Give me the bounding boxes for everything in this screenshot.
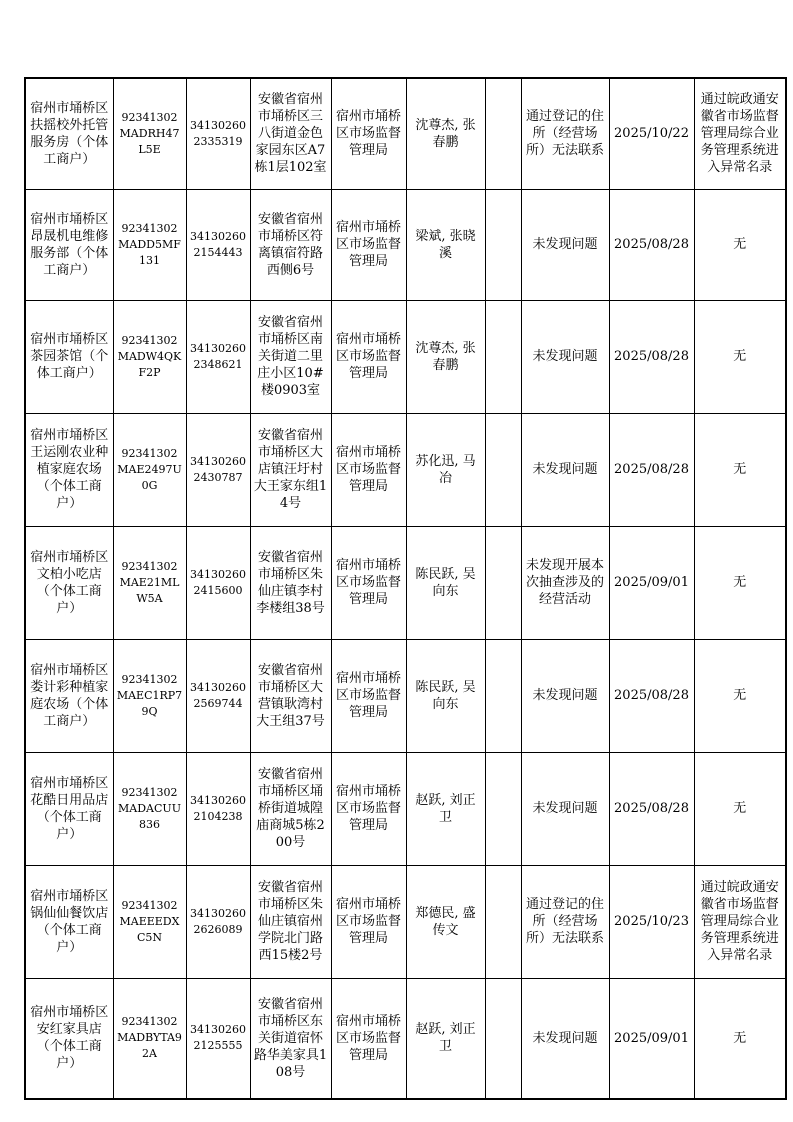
table-cell: 苏化迅, 马冶	[406, 413, 485, 526]
table-cell: 92341302MAEC1RP79Q	[113, 639, 186, 752]
table-cell: 安徽省宿州市埇桥区大店镇汪圩村大王家东组14号	[250, 413, 331, 526]
table-cell: 郑德民, 盛传文	[406, 865, 485, 978]
table-row	[25, 639, 786, 752]
table-row	[25, 865, 786, 978]
table-cell: 赵跃, 刘正卫	[406, 978, 485, 1099]
table-cell	[485, 413, 521, 526]
table-row	[25, 978, 786, 1099]
table-cell: 341302602104238	[186, 752, 250, 865]
table-cell: 通过登记的住所（经营场所）无法联系	[521, 865, 609, 978]
table-cell: 宿州市埇桥区文柏小吃店（个体工商户）	[25, 526, 113, 639]
table-cell: 92341302MADRH47L5E	[113, 78, 186, 189]
table-cell	[485, 300, 521, 413]
table-cell: 未发现问题	[521, 300, 609, 413]
table-cell: 2025/09/01	[609, 978, 694, 1099]
table-cell: 宿州市埇桥区市场监督管理局	[331, 189, 406, 300]
table-cell: 92341302MADACUU836	[113, 752, 186, 865]
table-cell: 陈民跃, 吴向东	[406, 526, 485, 639]
table-cell: 未发现问题	[521, 978, 609, 1099]
table-cell: 341302602154443	[186, 189, 250, 300]
table-cell: 无	[694, 639, 786, 752]
table-cell: 宿州市埇桥区娄计彩种植家庭农场（个体工商户）	[25, 639, 113, 752]
table-cell: 安徽省宿州市埇桥区朱仙庄镇宿州学院北门路西15楼2号	[250, 865, 331, 978]
inspection-table-body	[25, 78, 786, 1099]
table-cell: 安徽省宿州市埇桥区三八街道金色家园东区A7栋1层102室	[250, 78, 331, 189]
table-cell: 341302602569744	[186, 639, 250, 752]
table-cell: 341302602430787	[186, 413, 250, 526]
table-cell: 安徽省宿州市埇桥区朱仙庄镇李村李楼组38号	[250, 526, 331, 639]
table-cell: 2025/08/28	[609, 300, 694, 413]
table-cell	[485, 639, 521, 752]
table-cell: 未发现问题	[521, 413, 609, 526]
table-row	[25, 413, 786, 526]
table-cell: 341302602335319	[186, 78, 250, 189]
table-cell: 92341302MAEEEDXC5N	[113, 865, 186, 978]
table-cell: 安徽省宿州市埇桥区埇桥街道城隍庙商城5栋200号	[250, 752, 331, 865]
table-row	[25, 189, 786, 300]
table-cell: 2025/08/28	[609, 752, 694, 865]
table-row	[25, 752, 786, 865]
table-cell: 宿州市埇桥区市场监督管理局	[331, 865, 406, 978]
table-cell	[485, 865, 521, 978]
table-cell: 宿州市埇桥区市场监督管理局	[331, 752, 406, 865]
table-cell: 安徽省宿州市埇桥区东关街道宿怀路华美家具108号	[250, 978, 331, 1099]
table-cell: 宿州市埇桥区市场监督管理局	[331, 526, 406, 639]
table-cell: 未发现问题	[521, 752, 609, 865]
table-row	[25, 526, 786, 639]
table-cell: 无	[694, 189, 786, 300]
table-cell	[485, 78, 521, 189]
table-cell: 安徽省宿州市埇桥区符离镇宿符路西侧6号	[250, 189, 331, 300]
table-cell: 宿州市埇桥区花酷日用品店（个体工商户）	[25, 752, 113, 865]
table-cell: 92341302MAE21MLW5A	[113, 526, 186, 639]
table-cell: 92341302MADD5MF131	[113, 189, 186, 300]
table-cell: 宿州市埇桥区昂晟机电维修服务部（个体工商户）	[25, 189, 113, 300]
table-cell: 2025/08/28	[609, 413, 694, 526]
table-cell: 安徽省宿州市埇桥区南关街道二里庄小区10#楼0903室	[250, 300, 331, 413]
table-cell: 2025/10/22	[609, 78, 694, 189]
table-cell: 宿州市埇桥区市场监督管理局	[331, 639, 406, 752]
table-row	[25, 78, 786, 189]
table-row	[25, 300, 786, 413]
table-cell: 通过登记的住所（经营场所）无法联系	[521, 78, 609, 189]
table-cell: 341302602626089	[186, 865, 250, 978]
table-cell: 92341302MADW4QKF2P	[113, 300, 186, 413]
table-cell: 2025/08/28	[609, 189, 694, 300]
table-cell: 无	[694, 413, 786, 526]
inspection-results-table	[24, 77, 787, 1100]
table-cell: 宿州市埇桥区市场监督管理局	[331, 300, 406, 413]
table-cell: 341302602348621	[186, 300, 250, 413]
table-cell: 341302602125555	[186, 978, 250, 1099]
table-cell	[485, 752, 521, 865]
table-cell: 未发现开展本次抽查涉及的经营活动	[521, 526, 609, 639]
table-cell: 安徽省宿州市埇桥区大营镇耿湾村大王组37号	[250, 639, 331, 752]
table-cell: 未发现问题	[521, 639, 609, 752]
table-cell: 宿州市埇桥区市场监督管理局	[331, 413, 406, 526]
table-cell: 宿州市埇桥区扶摇校外托管服务房（个体工商户）	[25, 78, 113, 189]
table-cell: 无	[694, 300, 786, 413]
table-cell: 梁斌, 张晓溪	[406, 189, 485, 300]
table-cell: 无	[694, 978, 786, 1099]
table-cell: 无	[694, 526, 786, 639]
table-cell: 92341302MAE2497U0G	[113, 413, 186, 526]
table-cell: 通过皖政通安徽省市场监督管理局综合业务管理系统进入异常名录	[694, 865, 786, 978]
table-cell: 沈尊杰, 张春鹏	[406, 78, 485, 189]
table-cell: 赵跃, 刘正卫	[406, 752, 485, 865]
table-cell: 341302602415600	[186, 526, 250, 639]
table-cell: 未发现问题	[521, 189, 609, 300]
table-cell: 宿州市埇桥区安红家具店（个体工商户）	[25, 978, 113, 1099]
table-cell	[485, 526, 521, 639]
table-cell: 沈尊杰, 张春鹏	[406, 300, 485, 413]
table-cell: 2025/10/23	[609, 865, 694, 978]
table-cell: 92341302MADBYTA92A	[113, 978, 186, 1099]
table-cell	[485, 978, 521, 1099]
table-cell: 宿州市埇桥区锅仙仙餐饮店（个体工商户）	[25, 865, 113, 978]
table-cell: 宿州市埇桥区茶园茶馆（个体工商户）	[25, 300, 113, 413]
table-cell: 宿州市埇桥区市场监督管理局	[331, 978, 406, 1099]
table-cell	[485, 189, 521, 300]
table-cell: 宿州市埇桥区王运刚农业种植家庭农场（个体工商户）	[25, 413, 113, 526]
table-cell: 陈民跃, 吴向东	[406, 639, 485, 752]
table-cell: 宿州市埇桥区市场监督管理局	[331, 78, 406, 189]
table-cell: 无	[694, 752, 786, 865]
table-cell: 通过皖政通安徽省市场监督管理局综合业务管理系统进入异常名录	[694, 78, 786, 189]
table-cell: 2025/09/01	[609, 526, 694, 639]
table-cell: 2025/08/28	[609, 639, 694, 752]
